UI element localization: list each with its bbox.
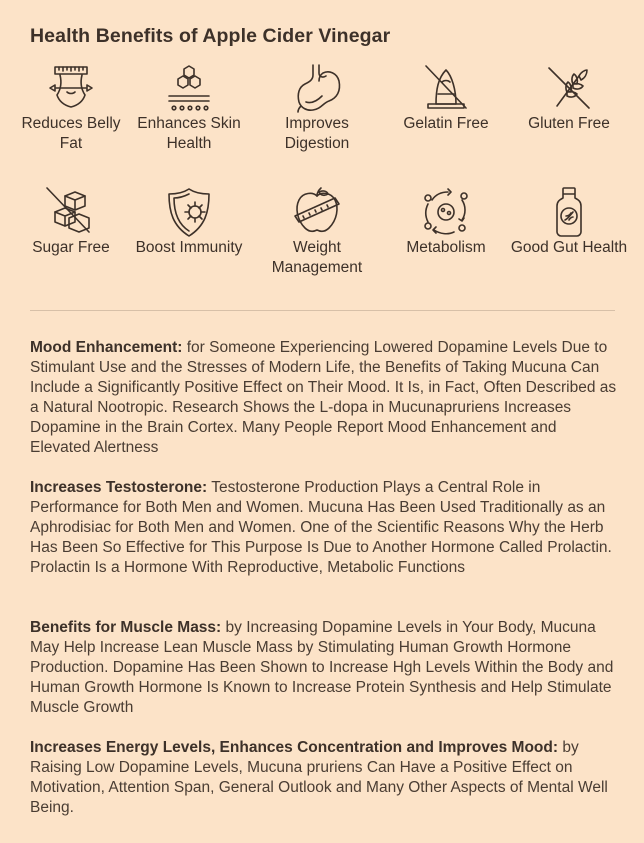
- benefit-label: Gelatin Free: [403, 115, 489, 132]
- section-increases-testosterone: [30, 478, 620, 578]
- section-text: by Increasing Dopamine Levels in Your Body, Mucuna May Help Increase Lean Muscle Mass by Stimulating Human Growth Hormone Production. Dopamine Has Been Shown to Increase Hgh Levels Within the Body and Human Growth Hormone Is Known to Increase Protein Synthesis and Help Stimulate Muscle Growth: [30, 619, 614, 716]
- section-text: for Someone Experiencing Lowered Dopamine Levels Due to Stimulant Use and the Stresses of Modern Life, the Benefits of Taking Mucuna Can Include a Significantly Positive Effect on Their Mood. It Is, in Fact, Often Described as a Natural Nootropic. Research Shows the L-dopa in Mucunapruriens Increases Dopamine in the Brain Cortex. Many People Report Mood Enhancement and Elevated Alertness: [30, 339, 617, 456]
- skin-cells-icon: [163, 62, 215, 114]
- section-heading: Increases Energy Levels, Enhances Concentration and Improves Mood:: [30, 739, 559, 756]
- metabolism-cycle-icon: [420, 186, 472, 238]
- no-gelatin-icon: [420, 62, 472, 114]
- section-energy-levels: [30, 738, 620, 818]
- benefit-sugar-free: [9, 186, 133, 258]
- benefit-label: Improves Digestion: [284, 115, 350, 152]
- section-text: Testosterone Production Plays a Central Role in Performance for Both Men and Women. Mucuna Has Been Used Traditionally as an Aphrodisiac for Both Men and Women. One of the Scientific Reasons Why the Herb Has Been So Effective for This Purpose Is Due to Another Hormone Called Prolactin. Prolactin Is a Hormone With Reproductive, Metabolic Functions: [30, 479, 612, 576]
- section-heading: Increases Testosterone:: [30, 479, 208, 496]
- benefit-enhances-skin-health: [127, 62, 251, 154]
- benefit-label: Metabolism: [406, 239, 486, 256]
- shield-virus-icon: [163, 186, 215, 238]
- section-mood-enhancement: [30, 338, 620, 458]
- benefit-weight-management: [255, 186, 379, 278]
- benefit-improves-digestion: [255, 62, 379, 154]
- benefit-label: Sugar Free: [32, 239, 110, 256]
- benefit-label: Enhances Skin Health: [137, 115, 241, 152]
- apple-tape-icon: [291, 186, 343, 238]
- stomach-icon: [291, 62, 343, 114]
- benefit-boost-immunity: [127, 186, 251, 258]
- no-sugar-cubes-icon: [45, 186, 97, 238]
- benefit-gelatin-free: [384, 62, 508, 134]
- benefit-label: Weight Management: [271, 239, 363, 276]
- benefit-good-gut-health: [507, 186, 631, 258]
- section-text: by Raising Low Dopamine Levels, Mucuna pruriens Can Have a Positive Effect on Motivation, Attention Span, General Outlook and Many Other Aspects of Mental Well Being.: [30, 739, 608, 816]
- measuring-tape-waist-icon: [45, 62, 97, 114]
- no-gluten-wheat-icon: [543, 62, 595, 114]
- benefit-reduces-belly-fat: [9, 62, 133, 154]
- benefit-metabolism: [384, 186, 508, 258]
- page-title: Health Benefits of Apple Cider Vinegar: [30, 25, 391, 47]
- benefit-label: Boost Immunity: [135, 239, 243, 256]
- section-heading: Mood Enhancement:: [30, 339, 183, 356]
- benefit-label: Reduces Belly Fat: [21, 115, 121, 152]
- benefit-gluten-free: [507, 62, 631, 134]
- section-heading: Benefits for Muscle Mass:: [30, 619, 222, 636]
- section-divider: [30, 310, 615, 311]
- gut-bottle-icon: [543, 186, 595, 238]
- benefit-label: Good Gut Health: [510, 239, 628, 256]
- section-muscle-mass: [30, 618, 620, 718]
- benefit-label: Gluten Free: [528, 115, 610, 132]
